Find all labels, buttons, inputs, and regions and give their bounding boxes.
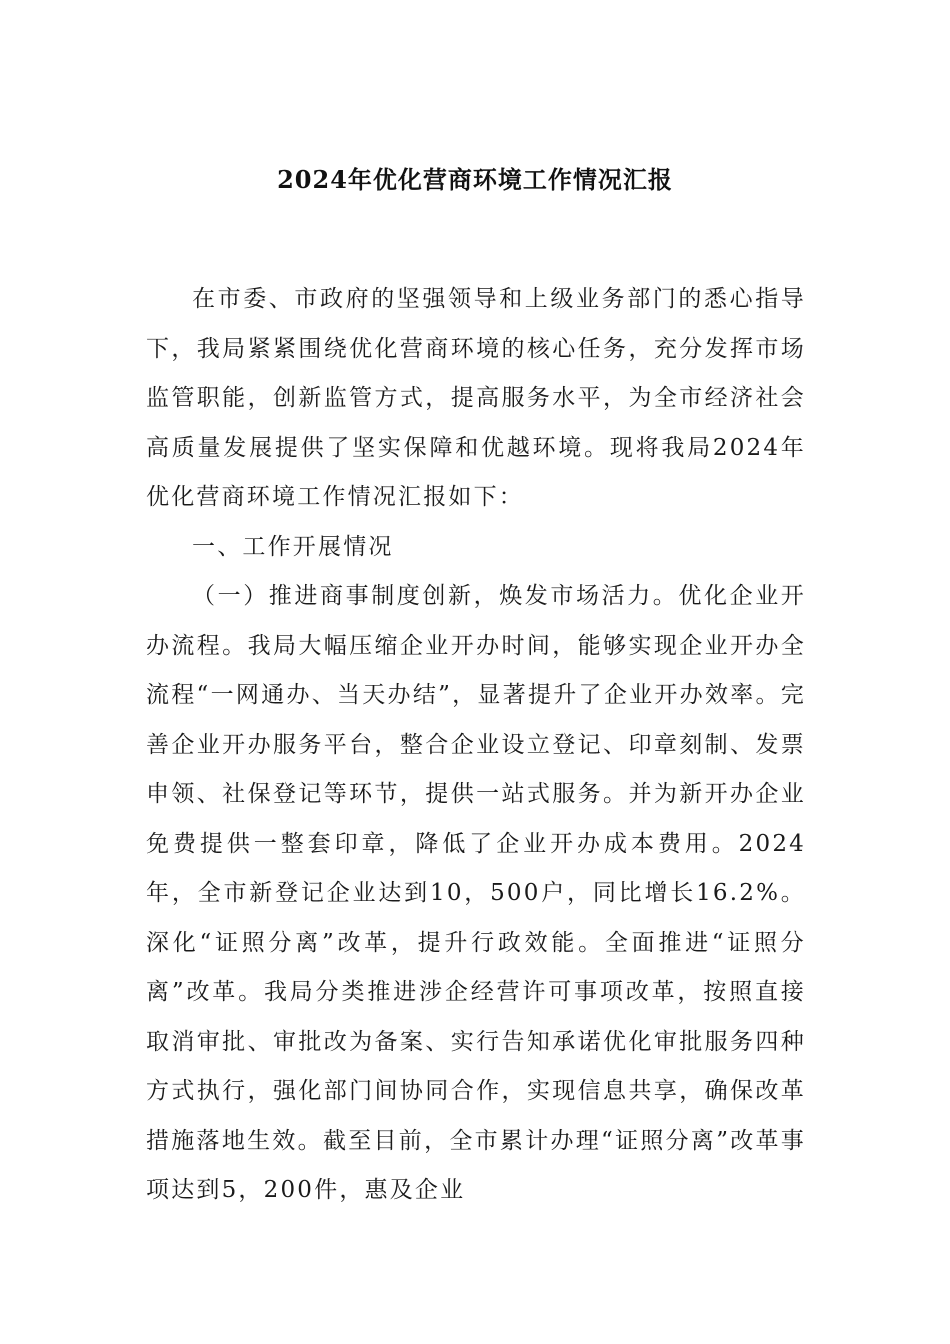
section-heading: 一、工作开展情况 — [192, 533, 394, 560]
section-paragraph: （一）推进商事制度创新，焕发市场活力。优化企业开办流程。我局大幅压缩企业开办时间，能够实现企业开办全流程“一网通办、当天办结”，显著提升了企业开办效率。完善企业开办服务平台，整合企业设立登记、印章刻制、发票申领、社保登记等环节，提供一站式服务。并为新开办企业免费提供一整套印章，降低了企业开办成本费用。2024年，全市新登记企业达到10，500户，同比增长16.2%。深化“证照分离”改革，提升行政效能。全面推进“证照分离”改革。我局分类推进涉企经营许可事项改革，按照直接取消审批、审批改为备案、实行告知承诺优化审批服务四种方式执行，强化部门间协同合作，实现信息共享，确保改革措施落地生效。截至目前，全市累计办理“证照分离”改革事项达到5，200件，惠及企业 — [146, 583, 806, 1203]
document-body — [146, 275, 806, 1216]
document-title: 2024年优化营商环境工作情况汇报 — [277, 165, 673, 194]
intro-paragraph: 在市委、市政府的坚强领导和上级业务部门的悉心指导下，我局紧紧围绕优化营商环境的核心任务，充分发挥市场监管职能，创新监管方式，提高服务水平，为全市经济社会高质量发展提供了坚实保障和优越环境。现将我局2024年优化营商环境工作情况汇报如下： — [146, 286, 806, 510]
